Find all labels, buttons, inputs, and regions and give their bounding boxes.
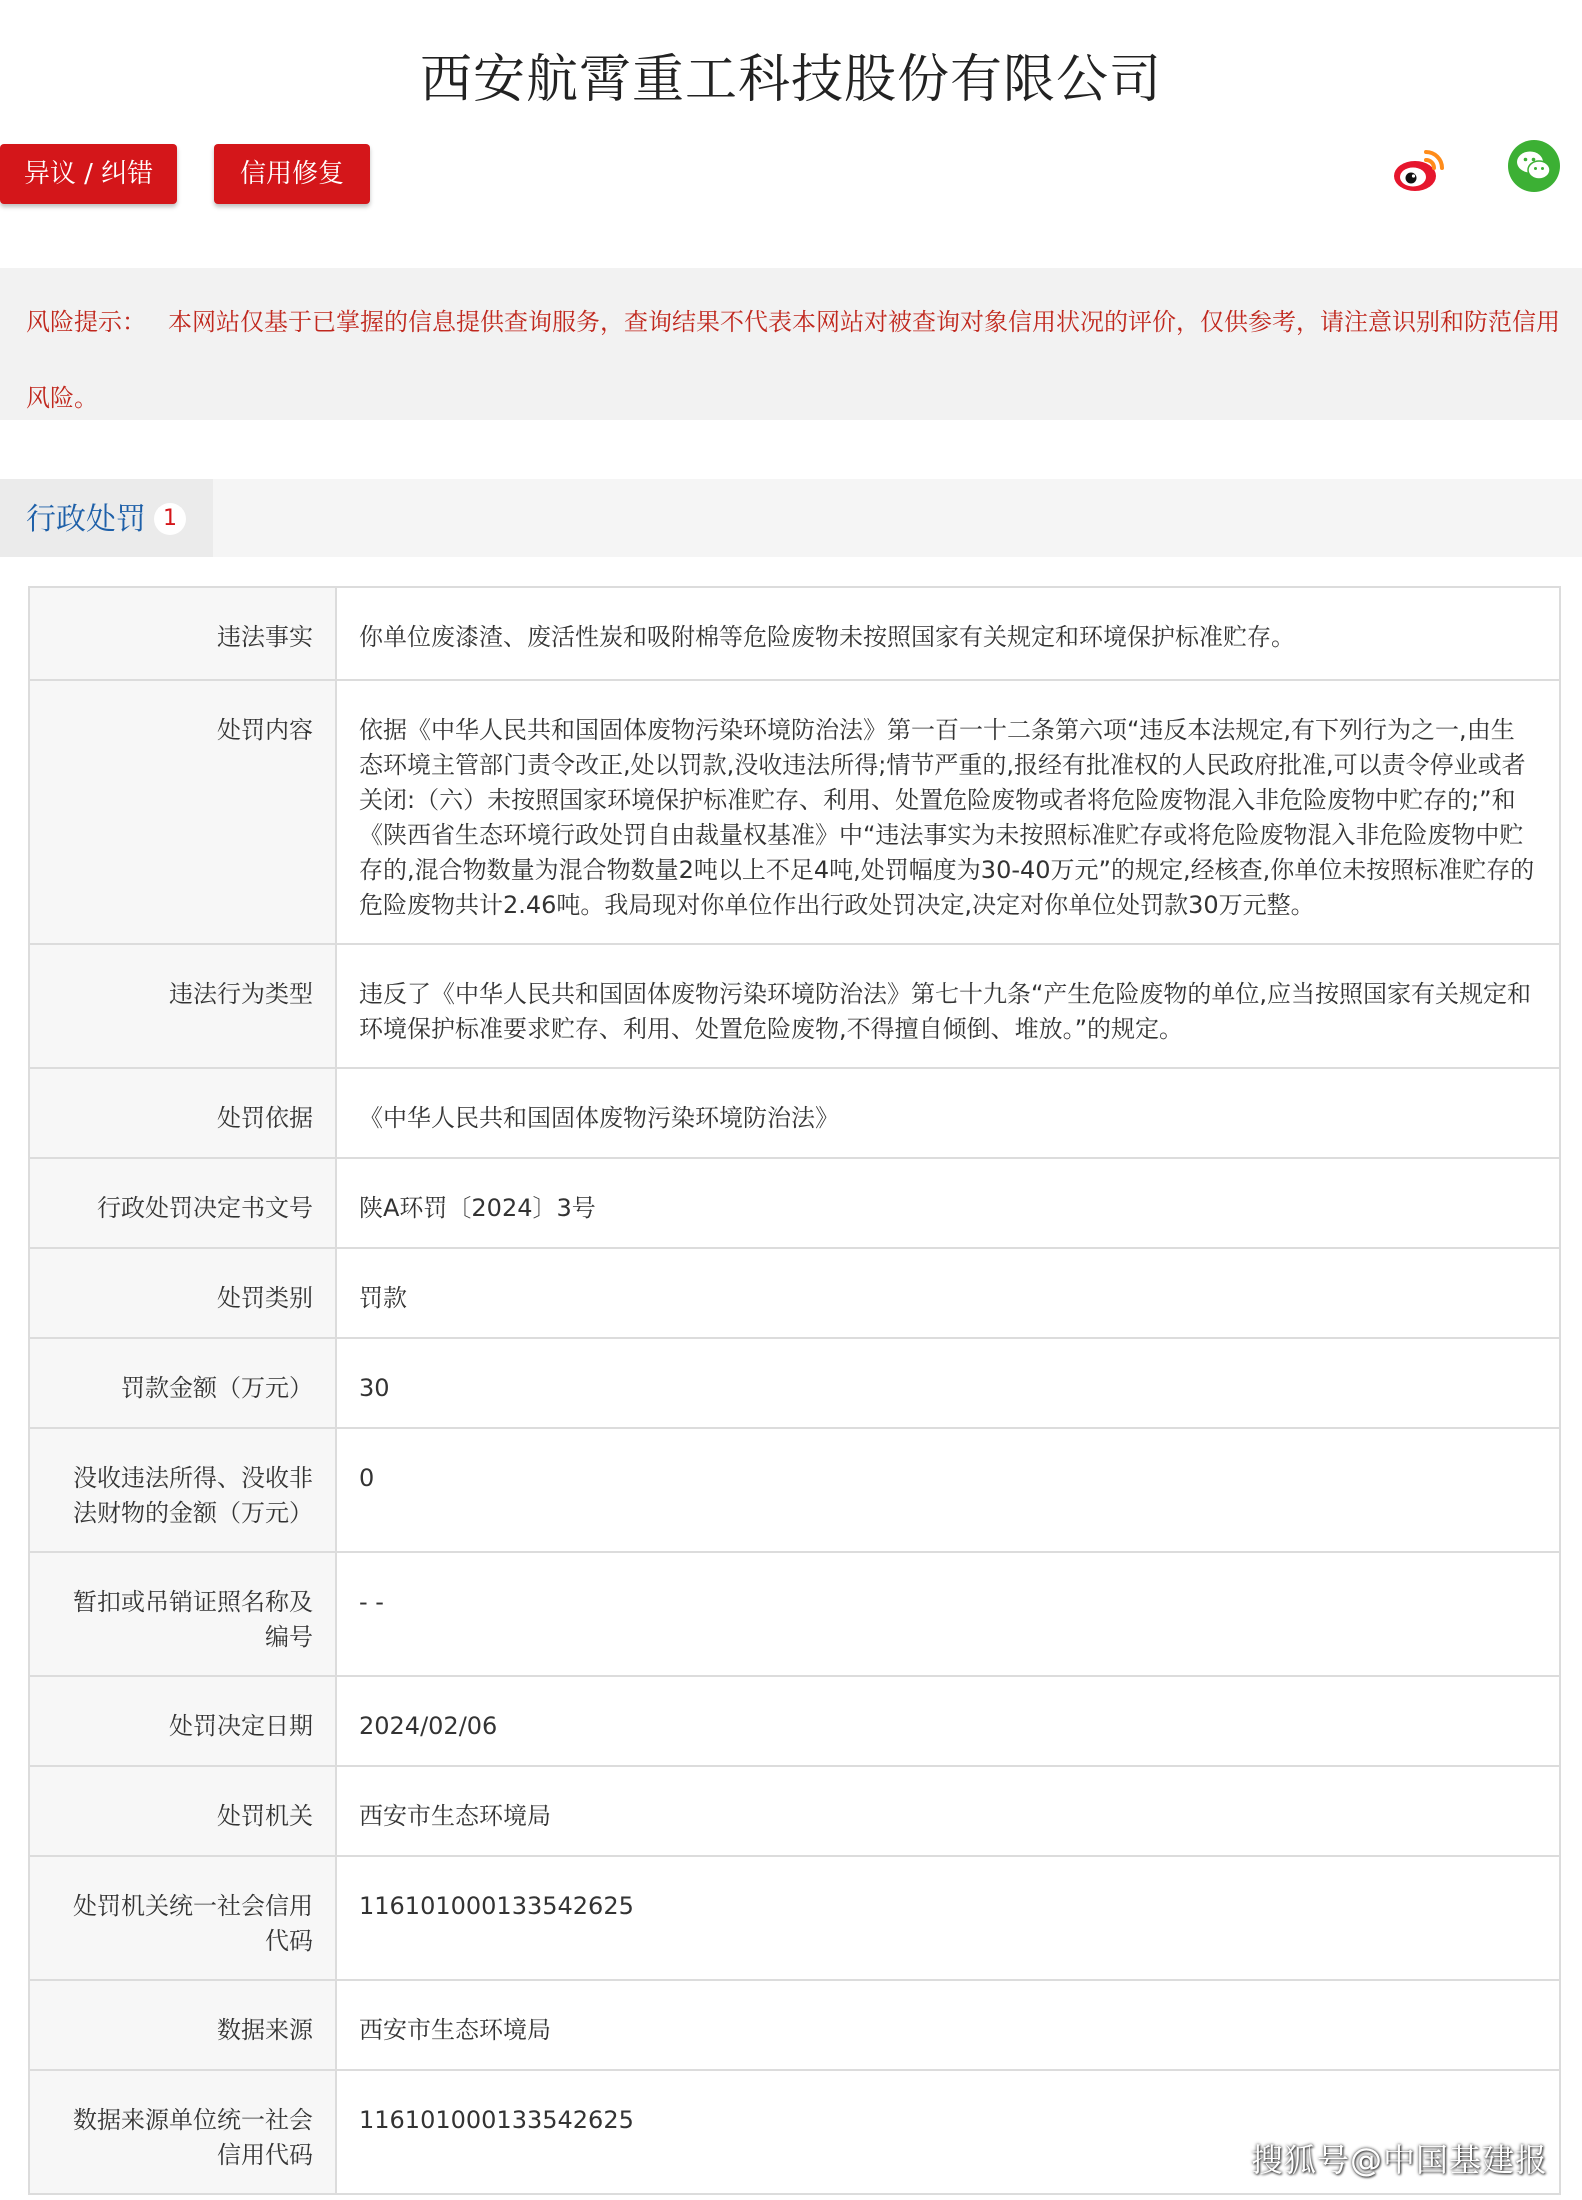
table-row: [29, 1248, 1560, 1338]
row-label: 处罚依据: [29, 1068, 336, 1158]
tab-count-badge: 1: [154, 503, 186, 535]
row-label: 处罚机关统一社会信用代码: [29, 1856, 336, 1980]
credit-repair-button[interactable]: 信用修复: [214, 144, 370, 204]
penalty-detail-table: [28, 586, 1561, 2195]
row-value: 2024/02/06: [336, 1676, 1560, 1766]
row-value: 30: [336, 1338, 1560, 1428]
tab-label: 行政处罚: [26, 502, 146, 537]
row-value: 罚款: [336, 1248, 1560, 1338]
table-row: [29, 1338, 1560, 1428]
row-value: 陕A环罚〔2024〕3号: [336, 1158, 1560, 1248]
row-value: 《中华人民共和国固体废物污染环境防治法》: [336, 1068, 1560, 1158]
objection-button[interactable]: 异议 / 纠错: [0, 144, 177, 204]
table-row: [29, 1158, 1560, 1248]
table-row: [29, 1856, 1560, 1980]
risk-notice-text: 本网站仅基于已掌握的信息提供查询服务，查询结果不代表本网站对被查询对象信用状况的评价，仅供参考，请注意识别和防范信用风险。: [26, 308, 1560, 412]
row-label: 处罚决定日期: [29, 1676, 336, 1766]
row-label: 罚款金额（万元）: [29, 1338, 336, 1428]
row-label: 处罚内容: [29, 680, 336, 944]
row-value: 0: [336, 1428, 1560, 1552]
table-row: [29, 1676, 1560, 1766]
weibo-icon[interactable]: [1392, 142, 1448, 198]
table-row: [29, 680, 1560, 944]
row-label: 数据来源单位统一社会信用代码: [29, 2070, 336, 2194]
row-label: 处罚类别: [29, 1248, 336, 1338]
table-row: [29, 1552, 1560, 1676]
row-value: 依据《中华人民共和国固体废物污染环境防治法》第一百一十二条第六项“违反本法规定,有下列行为之一,由生态环境主管部门责令改正,处以罚款,没收违法所得;情节严重的,报经有批准权的人民政府批准,可以责令停业或者关闭:（六）未按照国家环境保护标准贮存、利用、处置危险废物或者将危险废物混入非危险废物中贮存的;”和《陕西省生态环境行政处罚自由裁量权基准》中“违法事实为未按照标准贮存或将危险废物混入非危险废物中贮存的,混合物数量为混合物数量2吨以上不足4吨,处罚幅度为30-40万元”的规定,经核查,你单位未按照标准贮存的危险废物共计2.46吨。我局现对你单位作出行政处罚决定,决定对你单位处罚款30万元整。: [336, 680, 1560, 944]
row-value: 116101000133542625: [336, 2070, 1560, 2194]
risk-notice: [0, 268, 1582, 420]
table-row: [29, 944, 1560, 1068]
table-row: [29, 1068, 1560, 1158]
row-value: 西安市生态环境局: [336, 1766, 1560, 1856]
table-row: [29, 1428, 1560, 1552]
source-watermark: 搜狐号@中国基建报: [1250, 2141, 1548, 2179]
row-label: 违法事实: [29, 587, 336, 680]
row-label: 违法行为类型: [29, 944, 336, 1068]
row-label: 处罚机关: [29, 1766, 336, 1856]
table-row: [29, 587, 1560, 680]
company-title: 西安航霄重工科技股份有限公司: [419, 50, 1162, 110]
table-row: [29, 1766, 1560, 1856]
row-value: 违反了《中华人民共和国固体废物污染环境防治法》第七十九条“产生危险废物的单位,应当按照国家有关规定和环境保护标准要求贮存、利用、处置危险废物,不得擅自倾倒、堆放。”的规定。: [336, 944, 1560, 1068]
row-label: 没收违法所得、没收非法财物的金额（万元）: [29, 1428, 336, 1552]
wechat-icon[interactable]: [1508, 140, 1560, 192]
row-value: - -: [336, 1552, 1560, 1676]
tab-administrative-penalty[interactable]: [0, 479, 213, 557]
row-value: 你单位废漆渣、废活性炭和吸附棉等危险废物未按照国家有关规定和环境保护标准贮存。: [336, 587, 1560, 680]
row-label: 行政处罚决定书文号: [29, 1158, 336, 1248]
tab-bar: [0, 479, 1582, 557]
row-value: 116101000133542625: [336, 1856, 1560, 1980]
row-value: 西安市生态环境局: [336, 1980, 1560, 2070]
risk-notice-label: 风险提示：: [26, 308, 146, 336]
row-label: 数据来源: [29, 1980, 336, 2070]
table-row: [29, 1980, 1560, 2070]
row-label: 暂扣或吊销证照名称及编号: [29, 1552, 336, 1676]
